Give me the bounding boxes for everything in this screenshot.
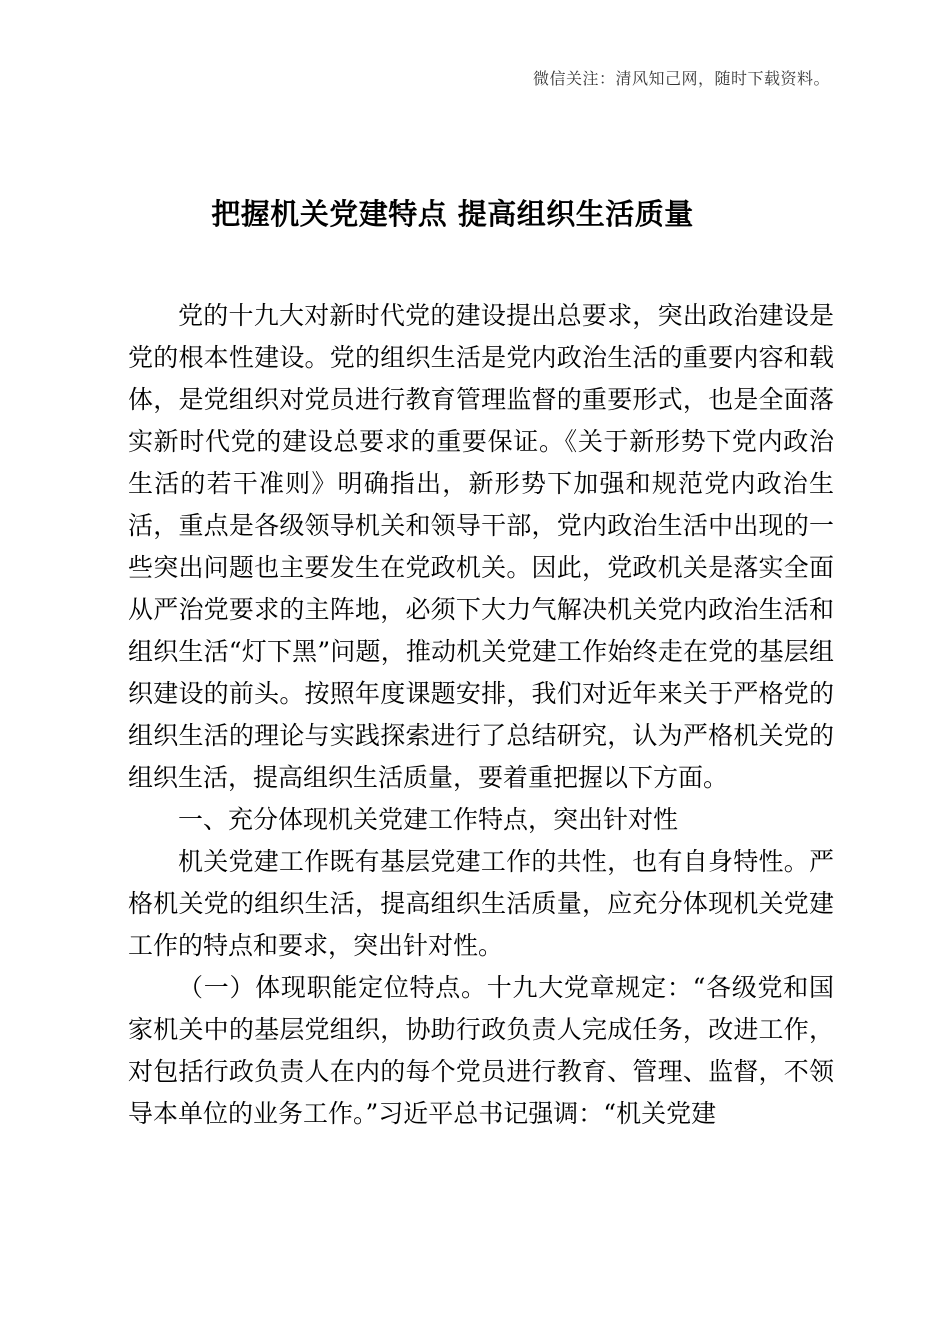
document-body (128, 295, 834, 1135)
section-heading-1: 一、充分体现机关党建工作特点，突出针对性 (178, 805, 679, 834)
paragraph-section-1: 机关党建工作既有基层党建工作的共性，也有自身特性。严格机关党的组织生活，提高组织生活质量，应充分体现机关党建工作的特点和要求，突出针对性。 (128, 847, 834, 960)
paragraph-subsection-1: （一）体现职能定位特点。十九大党章规定：“各级党和国家机关中的基层党组织，协助行政负责人完成任务，改进工作，对包括行政负责人在内的每个党员进行教育、管理、监督，不领导本单位的业务工作。”习近平总书记强调：“机关党建 (128, 973, 834, 1128)
document-title: 把握机关党建特点 提高组织生活质量 (211, 197, 694, 231)
header-note: 微信关注：清风知己网，随时下载资料。 (532, 69, 830, 88)
paragraph-intro: 党的十九大对新时代党的建设提出总要求，突出政治建设是党的根本性建设。党的组织生活是党内政治生活的重要内容和载体，是党组织对党员进行教育管理监督的重要形式，也是全面落实新时代党的建设总要求的重要保证。《关于新形势下党内政治生活的若干准则》明确指出，新形势下加强和规范党内政治生活，重点是各级领导机关和领导干部，党内政治生活中出现的一些突出问题也主要发生在党政机关。因此，党政机关是落实全面从严治党要求的主阵地，必须下大力气解决机关党内政治生活和组织生活“灯下黑”问题，推动机关党建工作始终走在党的基层组织建设的前头。按照年度课题安排，我们对近年来关于严格党的组织生活的理论与实践探索进行了总结研究，认为严格机关党的组织生活，提高组织生活质量，要着重把握以下方面。 (128, 301, 834, 792)
